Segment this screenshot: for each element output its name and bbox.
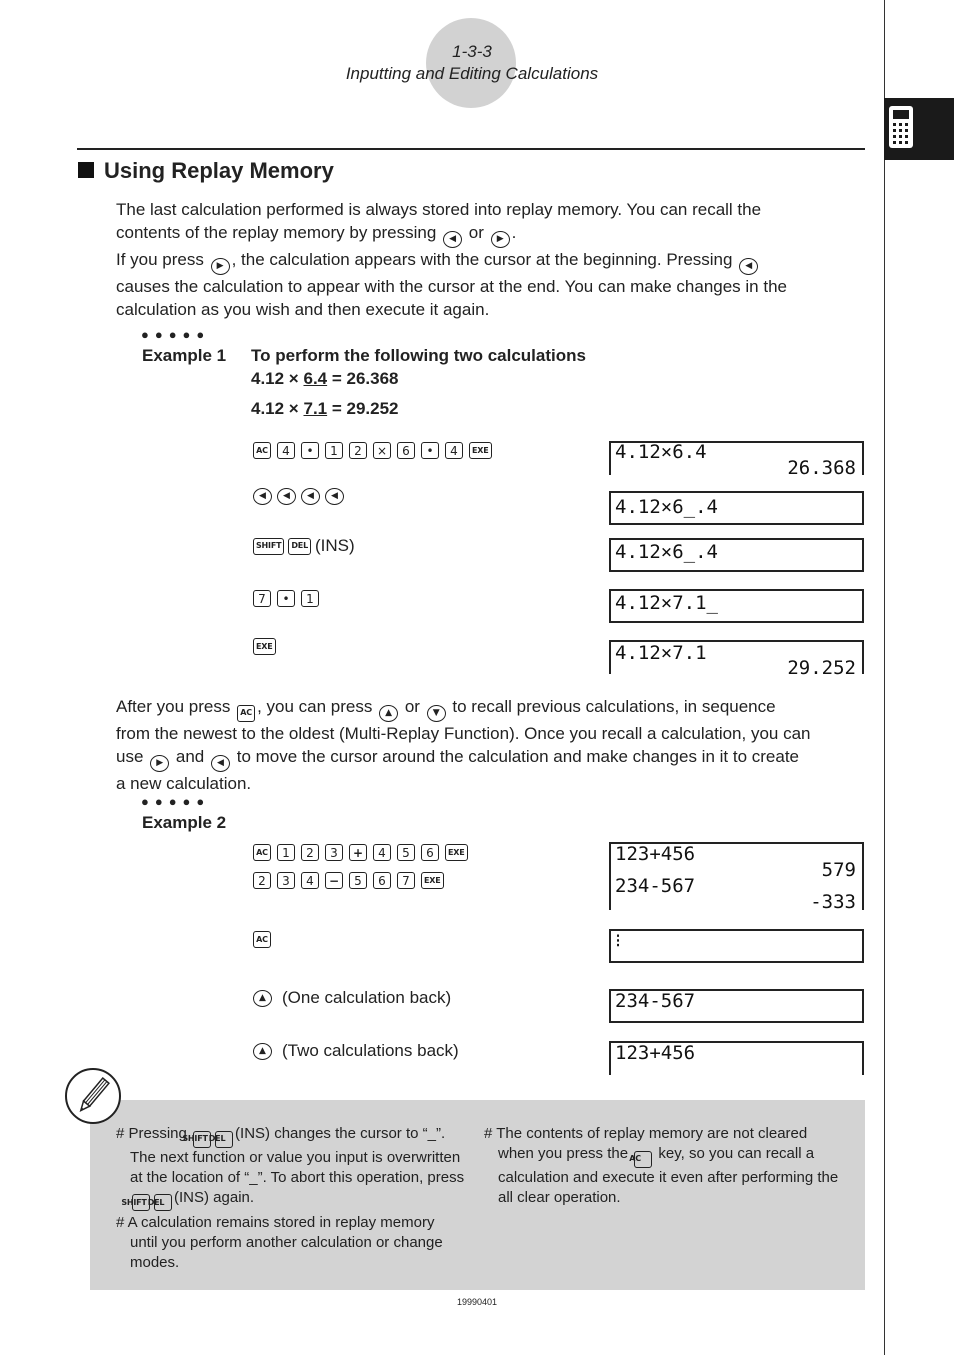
lcd-display: 4.12×6̲.4	[609, 491, 864, 525]
up-cursor-key-icon: ▲	[253, 990, 272, 1007]
shift-key: SHIFT	[193, 1131, 211, 1148]
exe-key: EXE	[253, 638, 276, 655]
lcd-display: 123+456	[609, 1041, 864, 1075]
left-cursor-key-icon: ◀	[325, 488, 344, 505]
chapter-title: Inputting and Editing Calculations	[345, 64, 599, 83]
section-rule	[77, 148, 865, 150]
key-sequence	[253, 488, 344, 505]
plus-key: +	[349, 844, 367, 861]
intro-line: calculation as you wish and then execute it again.	[116, 300, 490, 319]
key-sequence	[253, 988, 451, 1008]
lcd-display: 123+456 579 234-567 -333	[609, 842, 864, 910]
multi-replay-paragraph	[116, 695, 861, 795]
step-label: (One calculation back)	[282, 988, 452, 1007]
paragraph-line: After you press AC , you can press ▲ or ▼ to recall previous calculations, in sequence	[116, 695, 861, 722]
intro-line: causes the calculation to appear with the cursor at the end. You can make changes in the	[116, 277, 787, 296]
paragraph-line: a new calculation.	[116, 774, 252, 793]
ac-key: AC	[634, 1151, 652, 1168]
intro-line: The last calculation performed is always stored into replay memory. You can recall the	[116, 200, 762, 219]
example-dots: ●●●●●	[141, 327, 211, 342]
lcd-display: 4.12×7.1 29.252	[609, 640, 864, 674]
digit-key: 7	[253, 590, 271, 607]
shift-key: SHIFT	[253, 538, 284, 555]
decimal-key: •	[421, 442, 439, 459]
note-left-column	[116, 1124, 466, 1273]
step-label: (Two calculations back)	[282, 1041, 459, 1060]
ins-label: (INS)	[314, 536, 355, 555]
left-cursor-key-icon: ◀	[211, 755, 230, 772]
up-cursor-key-icon: ▲	[253, 1043, 272, 1060]
multiply-key: ×	[373, 442, 391, 459]
key-sequence	[253, 931, 271, 948]
key-sequence	[253, 872, 444, 889]
digit-key: 5	[397, 844, 415, 861]
header-circle	[426, 18, 516, 108]
intro-line: If you press ▶ , the calculation appears with the cursor at the beginning. Pressing ◀	[116, 248, 861, 275]
note-item: # A calculation remains stored in replay memory until you perform another calculation or change modes.	[116, 1214, 443, 1271]
digit-key: 5	[349, 872, 367, 889]
key-sequence	[253, 536, 355, 556]
left-cursor-key-icon: ◀	[443, 231, 462, 248]
note-right-column	[484, 1124, 842, 1208]
calculator-icon	[884, 98, 954, 160]
example-1-heading: To perform the following two calculations	[251, 346, 586, 365]
exe-key: EXE	[421, 872, 444, 889]
section-title: Using Replay Memory	[104, 158, 334, 183]
digit-key: 6	[373, 872, 391, 889]
key-sequence	[253, 844, 468, 861]
lcd-display: 4.12×6.4 26.368	[609, 441, 864, 475]
left-cursor-key-icon: ◀	[253, 488, 272, 505]
note-item: # Pressing SHIFTDEL (INS) changes the cursor to “_”. The next function or value you input is overwritten at the location of “_”. To abort this operation, press SHIFTDEL (INS) again.	[116, 1124, 466, 1211]
note-item: # The contents of replay memory are not cleared when you press the AC key, so you can recall a calculation and execute it even after performing the all clear operation.	[484, 1125, 839, 1206]
lcd-display: ⁝	[609, 929, 864, 963]
left-cursor-key-icon: ◀	[739, 258, 758, 275]
digit-key: 6	[421, 844, 439, 861]
digit-key: 1	[277, 844, 295, 861]
paragraph-line: from the newest to the oldest (Multi-Replay Function). Once you recall a calculation, you can	[116, 724, 811, 743]
footer-code: 19990401	[456, 1297, 498, 1307]
digit-key: 7	[397, 872, 415, 889]
example-1-label: Example 1	[142, 346, 227, 365]
right-cursor-key-icon: ▶	[150, 755, 169, 772]
right-cursor-key-icon: ▶	[211, 258, 230, 275]
digit-key: 6	[397, 442, 415, 459]
minus-key: −	[325, 872, 343, 889]
margin-line	[884, 0, 885, 1355]
digit-key: 2	[253, 872, 271, 889]
key-sequence	[253, 638, 276, 655]
down-cursor-key-icon: ▼	[427, 705, 446, 722]
key-sequence	[253, 442, 492, 459]
key-sequence	[253, 1041, 459, 1061]
example-2-label: Example 2	[142, 813, 227, 832]
digit-key: 4	[373, 844, 391, 861]
lcd-display: 234-567	[609, 989, 864, 1023]
page-number: 1-3-3	[452, 42, 492, 61]
lcd-display: 4.12×6̲.4	[609, 538, 864, 572]
example-dots: ●●●●●	[141, 794, 211, 809]
digit-key: 2	[301, 844, 319, 861]
chapter-tab	[884, 98, 954, 160]
decimal-key: •	[277, 590, 295, 607]
section-marker	[78, 162, 94, 178]
left-cursor-key-icon: ◀	[301, 488, 320, 505]
pencil-icon	[65, 1068, 121, 1124]
left-cursor-key-icon: ◀	[277, 488, 296, 505]
digit-key: 3	[277, 872, 295, 889]
del-key: DEL	[154, 1194, 172, 1211]
intro-paragraph	[116, 198, 861, 321]
shift-key: SHIFT	[132, 1194, 150, 1211]
digit-key: 3	[325, 844, 343, 861]
del-key: DEL	[288, 538, 311, 555]
ac-key: AC	[253, 844, 271, 861]
example-1-calc-1: 4.12 × 6.4 = 26.368	[251, 369, 399, 388]
right-cursor-key-icon: ▶	[491, 231, 510, 248]
digit-key: 4	[445, 442, 463, 459]
ac-key: AC	[237, 705, 255, 722]
decimal-key: •	[301, 442, 319, 459]
digit-key: 4	[301, 872, 319, 889]
lcd-display: 4.12×7.1_	[609, 589, 864, 623]
ac-key: AC	[253, 931, 271, 948]
example-1-calc-2: 4.12 × 7.1 = 29.252	[251, 399, 399, 418]
up-cursor-key-icon: ▲	[379, 705, 398, 722]
key-sequence	[253, 590, 319, 607]
ac-key: AC	[253, 442, 271, 459]
del-key: DEL	[215, 1131, 233, 1148]
paragraph-line: use ▶ and ◀ to move the cursor around the calculation and make changes in it to create	[116, 745, 861, 772]
digit-key: 2	[349, 442, 367, 459]
exe-key: EXE	[469, 442, 492, 459]
digit-key: 4	[277, 442, 295, 459]
digit-key: 1	[325, 442, 343, 459]
intro-line: contents of the replay memory by pressing ◀ or ▶ .	[116, 221, 861, 248]
digit-key: 1	[301, 590, 319, 607]
exe-key: EXE	[445, 844, 468, 861]
